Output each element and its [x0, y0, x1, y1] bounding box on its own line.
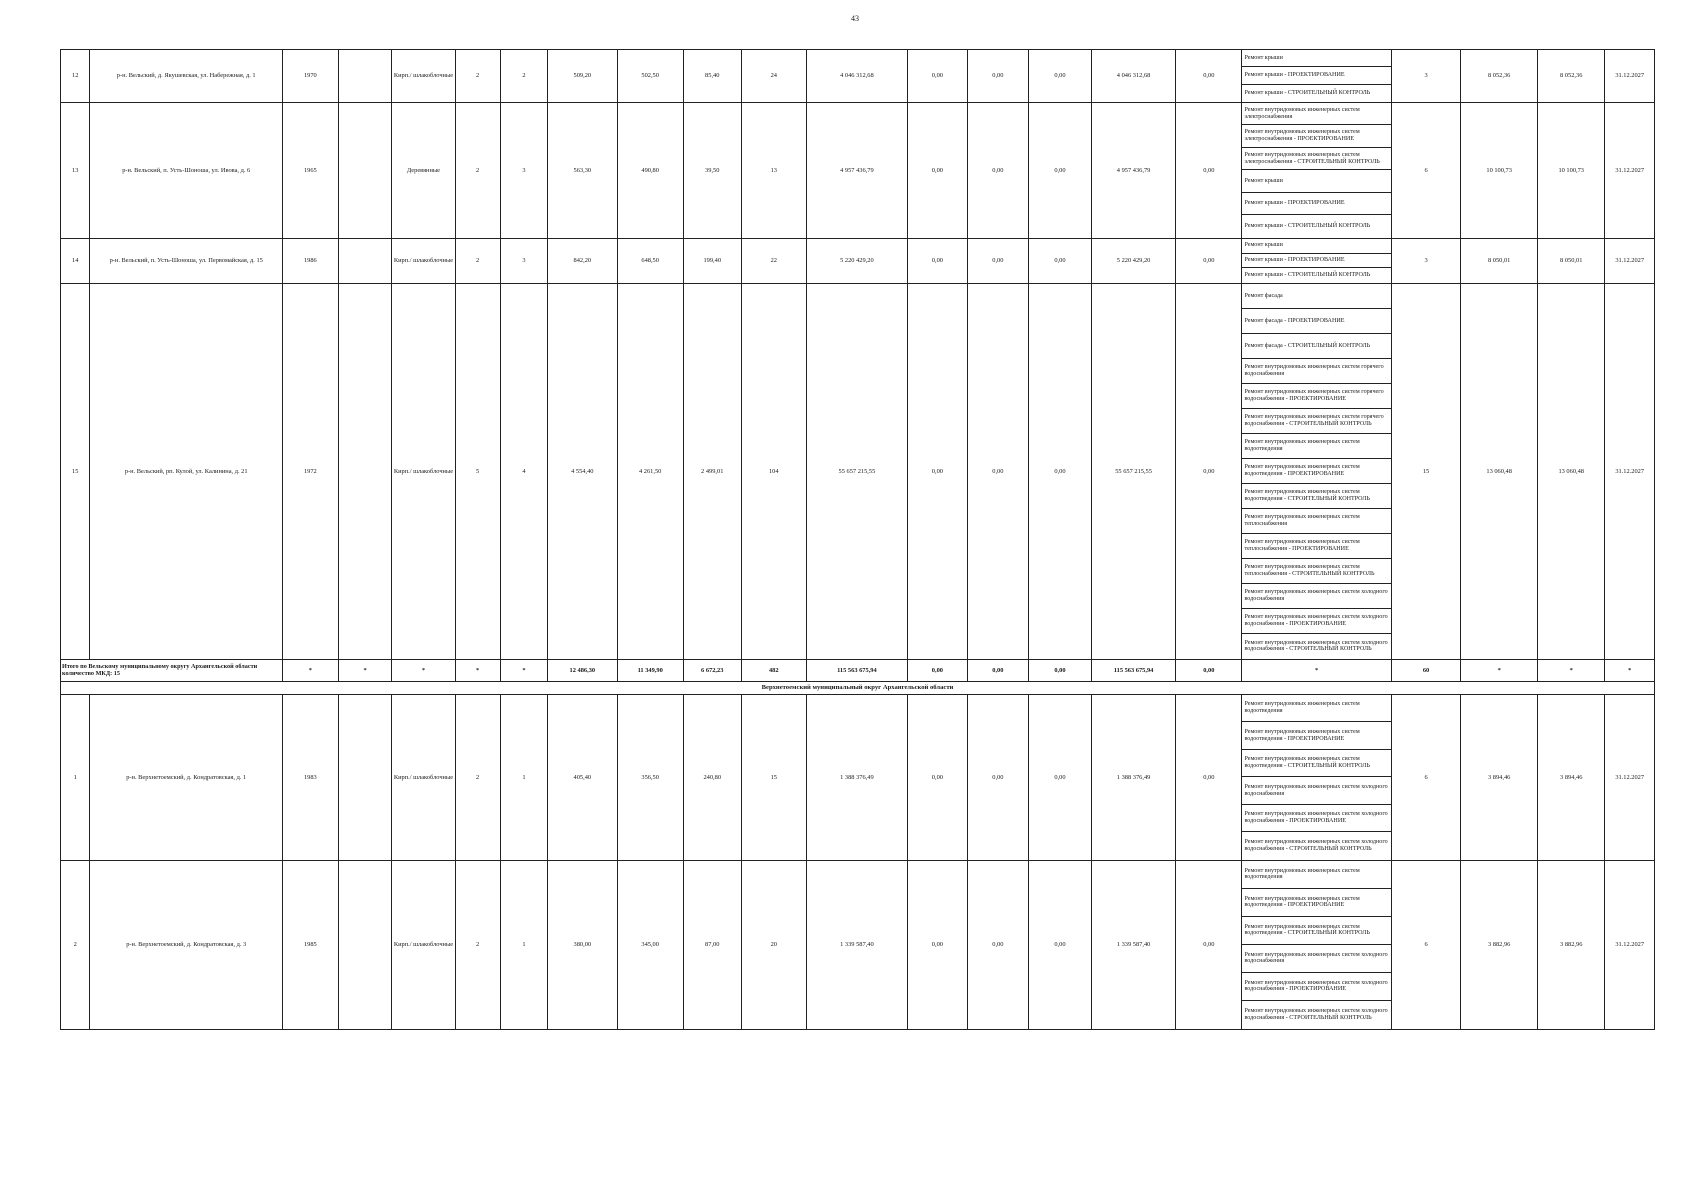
summary-dash: * [1605, 659, 1655, 681]
works-count: 15 [1391, 283, 1460, 659]
cost-total: 1 388 376,49 [806, 694, 907, 860]
work-item: Ремонт внутридомовых инженерных систем горячего водоснабжения [1242, 359, 1390, 384]
deadline: 31.12.2027 [1605, 102, 1655, 238]
summary-fund-regional: 0,00 [967, 659, 1028, 681]
floors: 2 [455, 50, 500, 103]
fund-regional: 0,00 [967, 102, 1028, 238]
summary-fund-local: 0,00 [1028, 659, 1091, 681]
work-item: Ремонт крыши - СТРОИТЕЛЬНЫЙ КОНТРОЛЬ [1244, 89, 1371, 96]
work-item: Ремонт фасада - СТРОИТЕЛЬНЫЙ КОНТРОЛЬ [1242, 334, 1390, 359]
summary-works-count: 60 [1391, 659, 1460, 681]
entrances: 1 [500, 694, 547, 860]
table-row [61, 860, 1655, 1029]
work-item: Ремонт крыши [1242, 170, 1390, 193]
address: р-н. Вельский, п. Усть-Шоноша, ул. Первомайская, д. 15 [90, 238, 283, 283]
fund-federal: 0,00 [907, 102, 967, 238]
living-area: 502,50 [617, 50, 683, 103]
work-item: Ремонт крыши - СТРОИТЕЛЬНЫЙ КОНТРОЛЬ [1244, 272, 1371, 279]
summary-total-area: 12 486,30 [548, 659, 617, 681]
max-unit-cost: 3 894,46 [1538, 694, 1605, 860]
fund-local: 0,00 [1028, 102, 1091, 238]
summary-residents: 482 [741, 659, 806, 681]
address: р-н. Верхнетоемский, д. Кондратовская, д. 3 [90, 860, 283, 1029]
max-unit-cost: 3 882,96 [1538, 860, 1605, 1029]
work-item: Ремонт фасада [1242, 284, 1390, 309]
table-row [61, 102, 1655, 238]
fund-local: 0,00 [1028, 694, 1091, 860]
year-built: 1970 [282, 50, 338, 103]
year-decommission [338, 860, 392, 1029]
floors: 2 [455, 860, 500, 1029]
works-list [1242, 860, 1391, 1029]
summary-label: Итого по Вельскому муниципальному округу Архангельской области количество МКД: 15 [61, 659, 283, 681]
work-item: Ремонт внутридомовых инженерных систем электроснабжения [1242, 103, 1390, 126]
fund-owners: 1 339 587,40 [1092, 860, 1176, 1029]
total-area: 563,30 [548, 102, 617, 238]
fund-federal: 0,00 [907, 860, 967, 1029]
fund-local: 0,00 [1028, 50, 1091, 103]
work-item: Ремонт фасада - ПРОЕКТИРОВАНИЕ [1242, 309, 1390, 334]
works-count: 6 [1391, 102, 1460, 238]
address: р-н. Вельский, п. Усть-Шоноша, ул. Ивова, д. 6 [90, 102, 283, 238]
year-built: 1986 [282, 238, 338, 283]
address: р-н. Вельский, рп. Кулой, ул. Калинина, д. 21 [90, 283, 283, 659]
summary-cost-total: 115 563 675,94 [806, 659, 907, 681]
fund-owners: 4 957 436,79 [1092, 102, 1176, 238]
year-decommission [338, 694, 392, 860]
nonliving-area: 87,00 [683, 860, 741, 1029]
floors: 2 [455, 238, 500, 283]
unit-cost: 10 100,73 [1461, 102, 1538, 238]
address: р-н. Вельский, д. Якушевская, ул. Набережная, д. 1 [90, 50, 283, 103]
residents: 24 [741, 50, 806, 103]
work-item: Ремонт внутридомовых инженерных систем водоотведения - ПРОЕКТИРОВАНИЕ [1242, 889, 1390, 917]
residents: 20 [741, 860, 806, 1029]
table-row [61, 694, 1655, 860]
works-list [1242, 694, 1391, 860]
fund-federal: 0,00 [907, 50, 967, 103]
row-number: 1 [61, 694, 90, 860]
summary-dash: * [392, 659, 455, 681]
fund-owners: 4 046 312,68 [1092, 50, 1176, 103]
residents: 15 [741, 694, 806, 860]
year-built: 1972 [282, 283, 338, 659]
work-item: Ремонт внутридомовых инженерных систем водоотведения - СТРОИТЕЛЬНЫЙ КОНТРОЛЬ [1242, 484, 1390, 509]
nonliving-area: 39,50 [683, 102, 741, 238]
works-list [1242, 283, 1391, 659]
fund-local: 0,00 [1028, 860, 1091, 1029]
nonliving-area: 85,40 [683, 50, 741, 103]
section-title: Верхнетоемский муниципальный округ Архангельской области [61, 681, 1655, 694]
living-area: 490,80 [617, 102, 683, 238]
work-item: Ремонт внутридомовых инженерных систем водоотведения - СТРОИТЕЛЬНЫЙ КОНТРОЛЬ [1242, 750, 1390, 778]
row-number: 12 [61, 50, 90, 103]
residents: 13 [741, 102, 806, 238]
wall-material: Кирп./ шлакоблочные [392, 50, 455, 103]
floors: 2 [455, 694, 500, 860]
total-area: 842,20 [548, 238, 617, 283]
works-count: 3 [1391, 238, 1460, 283]
work-item: Ремонт крыши - ПРОЕКТИРОВАНИЕ [1242, 254, 1390, 269]
page-number: 43 [851, 14, 859, 23]
fund-owners: 1 388 376,49 [1092, 694, 1176, 860]
summary-fund-federal: 0,00 [907, 659, 967, 681]
entrances: 2 [500, 50, 547, 103]
total-area: 509,20 [548, 50, 617, 103]
row-number: 14 [61, 238, 90, 283]
fund-other: 0,00 [1176, 860, 1242, 1029]
max-unit-cost: 8 050,01 [1538, 238, 1605, 283]
work-item: Ремонт внутридомовых инженерных систем холодного водоснабжения - СТРОИТЕЛЬНЫЙ КОНТРОЛЬ [1244, 639, 1388, 653]
living-area: 356,50 [617, 694, 683, 860]
total-area: 4 554,40 [548, 283, 617, 659]
living-area: 648,50 [617, 238, 683, 283]
row-number: 15 [61, 283, 90, 659]
living-area: 4 261,50 [617, 283, 683, 659]
living-area: 345,00 [617, 860, 683, 1029]
work-item: Ремонт внутридомовых инженерных систем водоотведения [1242, 861, 1390, 889]
cost-total: 1 339 587,40 [806, 860, 907, 1029]
work-item: Ремонт внутридомовых инженерных систем теплоснабжения [1242, 509, 1390, 534]
summary-living-area: 11 349,90 [617, 659, 683, 681]
fund-other: 0,00 [1176, 283, 1242, 659]
summary-dash: * [282, 659, 338, 681]
works-list [1242, 238, 1391, 283]
work-item: Ремонт внутридомовых инженерных систем теплоснабжения - СТРОИТЕЛЬНЫЙ КОНТРОЛЬ [1242, 559, 1390, 584]
year-decommission [338, 102, 392, 238]
fund-local: 0,00 [1028, 283, 1091, 659]
nonliving-area: 199,40 [683, 238, 741, 283]
unit-cost: 3 894,46 [1461, 694, 1538, 860]
work-item: Ремонт крыши [1242, 239, 1390, 254]
row-number: 13 [61, 102, 90, 238]
wall-material: Кирп./ шлакоблочные [392, 283, 455, 659]
work-item: Ремонт внутридомовых инженерных систем холодного водоснабжения - ПРОЕКТИРОВАНИЕ [1242, 973, 1390, 1001]
work-item: Ремонт внутридомовых инженерных систем горячего водоснабжения - СТРОИТЕЛЬНЫЙ КОНТРОЛЬ [1242, 409, 1390, 434]
work-item: Ремонт внутридомовых инженерных систем холодного водоснабжения [1242, 584, 1390, 609]
summary-dash: * [1242, 659, 1391, 681]
year-built: 1985 [282, 860, 338, 1029]
work-item: Ремонт внутридомовых инженерных систем водоотведения [1242, 434, 1390, 459]
table-row [61, 238, 1655, 283]
summary-dash: * [1461, 659, 1538, 681]
wall-material: Кирп./ шлакоблочные [392, 860, 455, 1029]
unit-cost: 8 052,36 [1461, 50, 1538, 103]
deadline: 31.12.2027 [1605, 283, 1655, 659]
work-item: Ремонт внутридомовых инженерных систем водоотведения - СТРОИТЕЛЬНЫЙ КОНТРОЛЬ [1242, 917, 1390, 945]
summary-nonliving-area: 6 672,23 [683, 659, 741, 681]
deadline: 31.12.2027 [1605, 694, 1655, 860]
cost-total: 55 657 215,55 [806, 283, 907, 659]
section-header-row [61, 681, 1655, 694]
work-item: Ремонт внутридомовых инженерных систем холодного водоснабжения - СТРОИТЕЛЬНЫЙ КОНТРОЛЬ [1244, 839, 1388, 853]
work-item: Ремонт внутридомовых инженерных систем водоотведения [1242, 695, 1390, 723]
fund-federal: 0,00 [907, 694, 967, 860]
row-number: 2 [61, 860, 90, 1029]
fund-other: 0,00 [1176, 102, 1242, 238]
unit-cost: 3 882,96 [1461, 860, 1538, 1029]
year-built: 1983 [282, 694, 338, 860]
summary-dash: * [455, 659, 500, 681]
work-item: Ремонт внутридомовых инженерных систем холодного водоснабжения - ПРОЕКТИРОВАНИЕ [1242, 805, 1390, 833]
wall-material: Кирп./ шлакоблочные [392, 238, 455, 283]
floors: 5 [455, 283, 500, 659]
works-list [1242, 50, 1391, 103]
work-item: Ремонт крыши - ПРОЕКТИРОВАНИЕ [1242, 67, 1390, 84]
fund-federal: 0,00 [907, 238, 967, 283]
nonliving-area: 2 499,01 [683, 283, 741, 659]
summary-fund-other: 0,00 [1176, 659, 1242, 681]
summary-dash: * [1538, 659, 1605, 681]
cost-total: 4 046 312,68 [806, 50, 907, 103]
entrances: 1 [500, 860, 547, 1029]
entrances: 3 [500, 102, 547, 238]
fund-regional: 0,00 [967, 283, 1028, 659]
wall-material: Кирп./ шлакоблочные [392, 694, 455, 860]
work-item: Ремонт внутридомовых инженерных систем водоотведения - ПРОЕКТИРОВАНИЕ [1242, 722, 1390, 750]
fund-regional: 0,00 [967, 694, 1028, 860]
residents: 22 [741, 238, 806, 283]
fund-owners: 5 220 429,20 [1092, 238, 1176, 283]
works-list [1242, 102, 1391, 238]
summary-dash: * [500, 659, 547, 681]
year-decommission [338, 238, 392, 283]
deadline: 31.12.2027 [1605, 238, 1655, 283]
max-unit-cost: 10 100,73 [1538, 102, 1605, 238]
fund-regional: 0,00 [967, 238, 1028, 283]
year-decommission [338, 50, 392, 103]
works-count: 3 [1391, 50, 1460, 103]
wall-material: Деревянные [392, 102, 455, 238]
works-count: 6 [1391, 860, 1460, 1029]
max-unit-cost: 8 052,36 [1538, 50, 1605, 103]
fund-other: 0,00 [1176, 694, 1242, 860]
work-item: Ремонт внутридомовых инженерных систем холодного водоснабжения [1242, 777, 1390, 805]
work-item: Ремонт внутридомовых инженерных систем электроснабжения - ПРОЕКТИРОВАНИЕ [1242, 125, 1390, 148]
entrances: 3 [500, 238, 547, 283]
work-item: Ремонт внутридомовых инженерных систем теплоснабжения - ПРОЕКТИРОВАНИЕ [1242, 534, 1390, 559]
total-area: 405,40 [548, 694, 617, 860]
work-item: Ремонт внутридомовых инженерных систем водоотведения - ПРОЕКТИРОВАНИЕ [1242, 459, 1390, 484]
fund-local: 0,00 [1028, 238, 1091, 283]
capital-repair-table [60, 49, 1655, 1030]
fund-other: 0,00 [1176, 50, 1242, 103]
entrances: 4 [500, 283, 547, 659]
summary-row [61, 659, 1655, 681]
summary-fund-owners: 115 563 675,94 [1092, 659, 1176, 681]
floors: 2 [455, 102, 500, 238]
works-count: 6 [1391, 694, 1460, 860]
residents: 104 [741, 283, 806, 659]
work-item: Ремонт внутридомовых инженерных систем холодного водоснабжения - ПРОЕКТИРОВАНИЕ [1242, 609, 1390, 634]
unit-cost: 8 050,01 [1461, 238, 1538, 283]
work-item: Ремонт внутридомовых инженерных систем холодного водоснабжения - СТРОИТЕЛЬНЫЙ КОНТРОЛЬ [1244, 1008, 1388, 1021]
nonliving-area: 240,80 [683, 694, 741, 860]
total-area: 380,00 [548, 860, 617, 1029]
summary-dash: * [338, 659, 392, 681]
address: р-н. Верхнетоемский, д. Кондратовская, д. 1 [90, 694, 283, 860]
cost-total: 5 220 429,20 [806, 238, 907, 283]
max-unit-cost: 13 060,48 [1538, 283, 1605, 659]
work-item: Ремонт внутридомовых инженерных систем электроснабжения - СТРОИТЕЛЬНЫЙ КОНТРОЛЬ [1242, 148, 1390, 171]
year-built: 1965 [282, 102, 338, 238]
work-item: Ремонт внутридомовых инженерных систем горячего водоснабжения - ПРОЕКТИРОВАНИЕ [1242, 384, 1390, 409]
table-row [61, 283, 1655, 659]
work-item: Ремонт крыши - СТРОИТЕЛЬНЫЙ КОНТРОЛЬ [1244, 223, 1371, 230]
work-item: Ремонт крыши - ПРОЕКТИРОВАНИЕ [1242, 193, 1390, 216]
table-row [61, 50, 1655, 103]
unit-cost: 13 060,48 [1461, 283, 1538, 659]
fund-owners: 55 657 215,55 [1092, 283, 1176, 659]
work-item: Ремонт внутридомовых инженерных систем холодного водоснабжения [1242, 945, 1390, 973]
fund-federal: 0,00 [907, 283, 967, 659]
year-decommission [338, 283, 392, 659]
fund-regional: 0,00 [967, 50, 1028, 103]
fund-other: 0,00 [1176, 238, 1242, 283]
work-item: Ремонт крыши [1242, 50, 1390, 67]
deadline: 31.12.2027 [1605, 50, 1655, 103]
fund-regional: 0,00 [967, 860, 1028, 1029]
cost-total: 4 957 436,79 [806, 102, 907, 238]
deadline: 31.12.2027 [1605, 860, 1655, 1029]
